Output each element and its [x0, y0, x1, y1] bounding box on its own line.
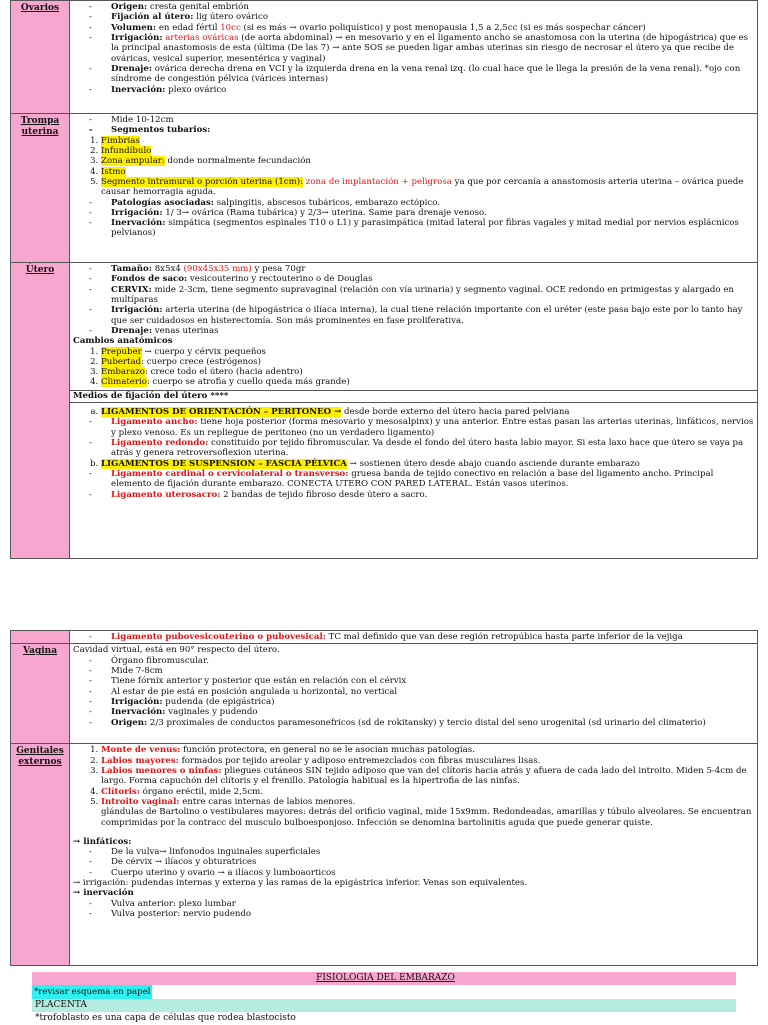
cambios-title: Cambios anatómicos: [73, 336, 173, 347]
list-item: - Fijación al útero: lig útero ovárico: [111, 12, 754, 22]
label-trompa: Trompa uterina: [11, 114, 70, 263]
label-genitales: Genitales externos: [11, 744, 70, 966]
list-item: - De la vulva→ linfonodos inguinales superficiales: [111, 847, 754, 857]
anatomy-table-2: [10, 630, 758, 966]
placenta-heading: PLACENTA: [32, 999, 736, 1012]
list-item: - Tiene fórnix anterior y posterior que están en relación con el cérvix: [111, 676, 754, 686]
row-trompa: [11, 114, 758, 263]
list-item: 3. Embarazo: crece todo el útero (hacia adentro): [101, 367, 754, 377]
list-item: 5. Introito vaginal: entre caras internas de labios menores.: [101, 797, 754, 807]
list-item: - De cérvix → ilíacos y obturatrices: [111, 857, 754, 867]
list-item: - Cuerpo uterino y ovario → a ilíacos y lumboaorticos: [111, 868, 754, 878]
revisar-note: *revisar esquema en papel: [34, 987, 151, 997]
list-item: 3. Zona ampular: donde normalmente fecundación: [101, 156, 754, 166]
list-item: 4. Istmo: [101, 167, 754, 177]
irrigacion-line: → irrigación: pudendas internas y externa y las ramas de la epigástrica inferior. Venas son equivalentes.: [73, 878, 528, 889]
list-item: - Tamaño: 8x5x4 (90x45x35 mm) y pesa 70gr: [111, 264, 754, 274]
content-ovarios: [70, 1, 758, 114]
row-pubovesical: [11, 631, 758, 644]
list-item: 2. Labios mayores: formados por tejido areolar y adiposo entremezclados con fibras musculares lisas.: [101, 756, 754, 766]
content-genitales: [70, 744, 758, 966]
list-item: - Ligamento uterosacro: 2 bandas de tejido fibroso desde útero a sacro.: [111, 490, 754, 500]
row-ovarios: [11, 1, 758, 114]
content-utero: [70, 263, 758, 559]
list-item: - Irrigación: pudenda (de epigástrica): [111, 697, 754, 707]
list-item: - Origen: 2/3 proximales de conductos paramesonefricos (sd de rokitansky) y tercio distal del seno urogenital (sd urinario del climaterio): [111, 718, 754, 728]
list-item: - CERVIX: mide 2-3cm, tiene segmento supravaginal (relación con vía urinaria) y segmento vaginal. OCE redondo en primigestas y alargado en multíparas: [111, 285, 754, 306]
list-item: - Irrigación: arterias ováricas (de aorta abdominal) → en mesovario y en el ligamento ancho se anastomosa con la uterina (de hipogástrica) que es la principal anastomosis de esta (última (De las 7) → ante SOS se pueden ligar ambas uterinas sin riesgo de necrosar el útero ya que recibe de ováricas, vesical superior, mesentérica y vaginal): [111, 33, 754, 64]
list-item: - Ligamento pubovesicouterino o pubovesical: TC mal definido que van dese región retropúbica hasta parte inferior de la vejiga: [111, 632, 754, 642]
list-item: - Mide 10-12cm: [111, 115, 754, 125]
content-vagina: [70, 644, 758, 744]
inervacion-title: → inervación: [73, 888, 134, 899]
list-item: 1. Prepuber → cuerpo y cérvix pequeños: [101, 347, 754, 357]
list-item: 4. Climaterio: cuerpo se atrofia y cuello queda más grande): [101, 377, 754, 387]
fisiologia-title: FISIOLOGIA DEL EMBARAZO: [32, 972, 736, 985]
linfaticos-title: → linfáticos:: [73, 836, 132, 847]
list-item: - Inervación: vaginales y pudendo: [111, 707, 754, 717]
cambios-list: [73, 347, 754, 388]
list-item: - Drenaje: venas uterinas: [111, 326, 754, 336]
medios-title: Medios de fijación del útero ****: [70, 391, 757, 403]
list-item: 2. Pubertad: cuerpo crece (estrógenos): [101, 357, 754, 367]
list-item: - Segmentos tubarios:: [111, 125, 754, 135]
list-item: a. LIGAMENTOS DE ORIENTACIÓN – PERITONEO → desde borde externo del útero hacia pared pelviana: [101, 407, 754, 417]
fijacion-list: [73, 407, 754, 417]
list-item: - Ligamento ancho: tiene hoja posterior (forma mesovario y mesosalpinx) y una anterior. Entre estas pasan las arterias uterinas, linfáticos, nervios y plexo venoso. Es un repliegue de peritoneo (no un verdadero ligamento): [111, 417, 754, 438]
label-vagina: Vagina: [11, 644, 70, 744]
list-item: - Vulva posterior: nervio pudendo: [111, 909, 754, 919]
list-item: - Irrigación: 1/ 3→ ovárica (Rama tubárica) y 2/3→ uterina. Same para drenaje venoso.: [111, 208, 754, 218]
list-item: - Al estar de pie está en posición angulada u horizontal, no vertical: [111, 687, 754, 697]
vagina-intro: Cavidad virtual, está en 90° respecto del útero.: [73, 645, 280, 656]
list-item: 3. Labios menores o ninfas: pliegues cutáneos SIN tejido adiposo que van del clítoris hacia atrás y afuera de cada lado del introito. Miden 5-4cm de largo. Forma capuchón del clítoris y el frenillo. Patología habitual es la hipertrofia de las ninfas.: [101, 766, 754, 787]
segments-list: [73, 136, 754, 198]
list-item: - Origen: cresta genital embrión: [111, 2, 754, 12]
bartolino-text: glándulas de Bartolino o vestibulares mayores: detrás del orificio vaginal, mide 15x9mm. Redondeadas, amarillas y túbulo alveolares. Se encuentran comprimidas por la contracc del musculo bulboesponjoso. Infección se denomina bartolinitis aguda que puede generar quiste.: [101, 807, 752, 828]
label-ovarios: Ovarios: [11, 1, 70, 114]
list-item: 1. Fimbrias: [101, 136, 754, 146]
anatomy-table-1: [10, 0, 758, 559]
list-item: - Órgano fibromuscular.: [111, 656, 754, 666]
row-genitales: [11, 744, 758, 966]
list-item: 1. Monte de venus: función protectora, en general no se le asocian muchas patologías.: [101, 745, 754, 755]
list-item: 4. Clítoris: órgano eréctil, mide 2,5cm.: [101, 787, 754, 797]
list-item: - Inervación: plexo ovárico: [111, 85, 754, 95]
list-item: - Fondos de saco: vesicouterino y rectouterino o de Douglas: [111, 274, 754, 284]
list-item: - Mide 7-8cm: [111, 666, 754, 676]
list-item: - Volumen: en edad fértil 10cc (si es más → ovario poliquístico) y post menopausia 1,5 a 2,5cc (si es más sospechar cáncer): [111, 23, 754, 33]
list-item: 2. Infundíbulo: [101, 146, 754, 156]
list-item: - Ligamento cardinal o cervicolateral o transverso: gruesa banda de tejido conectivo en relación a base del ligamento ancho. Principal elemento de fijación durante embarazo. CONECTA UTERO CON PARED LATERAL. Están vasos uterinos.: [111, 469, 754, 490]
list-item: b. LIGAMENTOS DE SUSPENSION – FASCIA PÉLVICA → sostienen útero desde abajo cuando asciende durante embarazo: [101, 459, 754, 469]
list-item: - Drenaje: ovárica derecha drena en VCI y la izquierda drena en la vena renal izq. (lo cual hace que le llega la presión de la vena renal). *ojo con síndrome de congestión pélvica (várices internas): [111, 64, 754, 85]
label-utero: Útero: [11, 263, 70, 559]
content-trompa: [70, 114, 758, 263]
list-item: - Inervación: simpática (segmentos espinales T10 o L1) y parasimpática (mitad lateral por fibras vagales y mitad medial por nervios esplácnicos pelvianos): [111, 218, 754, 239]
fisiologia-section: [32, 972, 736, 1025]
list-item: - Irrigación: arteria uterina (de hipogástrica o ilíaca interna), la cual tiene relación importante con el uréter (este pasa bajo este por lo tanto hay que ser cuidadosos en histerectomía. Son más prominentes en fase proliferativa.: [111, 305, 754, 326]
list-item: - Patologías asociadas: salpingitis, abscesos tubáricos, embarazo ectópico.: [111, 198, 754, 208]
row-vagina: [11, 644, 758, 744]
list-item: - Vulva anterior: plexo lumbar: [111, 899, 754, 909]
list-item: - Ligamento redondo: constituido por tejido fibromuscular. Va desde el fondo del útero hasta labio mayor. Si esta laxo hace que útero se vaya pa atrás y genera retroversoflexion uterina.: [111, 438, 754, 459]
row-utero: [11, 263, 758, 559]
trofoblasto-note: *trofoblasto es una capa de células que rodea blastocisto: [35, 1013, 296, 1023]
ovarios-list: [73, 2, 754, 95]
list-item: 5. Segmento intramural o porción uterina (1cm): zona de implantación + peligrosa ya que por cercanía a anastomosis arteria uterina – ovárica puede causar hemorragia aguda.: [101, 177, 754, 198]
